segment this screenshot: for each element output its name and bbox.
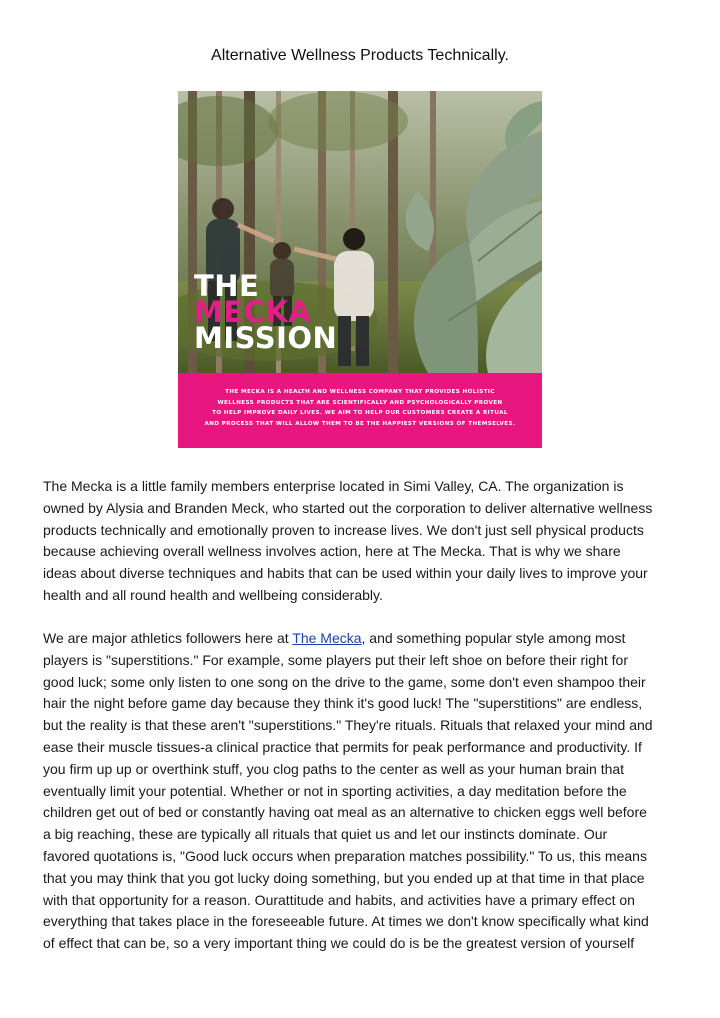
text-line: everything that takes place in the foreseeable future. At times we don't know specifically what kind xyxy=(43,913,649,930)
text-line-with-link xyxy=(43,628,683,650)
headline-mecka: MECKA xyxy=(194,295,312,329)
headline-the: THE xyxy=(194,269,260,303)
text-line: that you may think that you got lucky doing something, but you ended up at that time in that place xyxy=(43,869,645,886)
banner-line: THE MECKA IS A HEALTH AND WELLNESS COMPANY THAT PROVIDES HOLISTIC xyxy=(225,389,495,395)
mission-banner xyxy=(178,373,542,448)
text-line: ease their muscle tissues-a clinical practice that permits for peak performance and productivity. If xyxy=(43,738,642,755)
banner-line: AND PROCESS THAT WILL ALLOW THEM TO BE THE HAPPIEST VERSIONS OF THEMSELVES. xyxy=(204,420,516,427)
text-line: ideas about diverse techniques and habits that can be used within your daily lives to improve your xyxy=(43,565,648,582)
banner-line: TO HELP IMPROVE DAILY LIVES. WE AIM TO HELP OUR CUSTOMERS CREATE A RITUAL xyxy=(212,410,508,416)
text-line: players is "superstitions." For example, some players put their left shoe on before their right for xyxy=(43,651,628,668)
text-line: good luck; some only listen to one song on the drive to the game, some don't even shampoo their xyxy=(43,673,646,690)
text-after-link: , and something popular style among most xyxy=(361,630,626,646)
page-title: Alternative Wellness Products Technically. xyxy=(211,47,509,64)
text-line: because achieving overall wellness involves action, here at The Mecka. That is why we share xyxy=(43,543,621,560)
text-line: of effect that can be, so a very important thing we could do is be the greatest version of yourself xyxy=(43,935,635,952)
hero-headline xyxy=(194,269,338,355)
text-line: health and all round health and wellbeing considerably. xyxy=(43,586,383,603)
text-line: with that opportunity for a reason. Ourattitude and habits, and activities have a primary effect on xyxy=(43,891,635,908)
text-line: a big reaching, these are typically all rituals that quiet us and let our instincts dominate. Our xyxy=(43,826,608,843)
text-line: but the reality is that these aren't "superstitions." They're rituals. Rituals that relaxed your mind and xyxy=(43,717,653,734)
text-line: you firm up up or overthink stuff, you clog paths to the center as well as your human brain that xyxy=(43,760,625,777)
text-line: products technically and emotionally proven to increase lives. We don't just sell physical products xyxy=(43,521,644,538)
text-line: hair the night before game day because they think it's good luck! The "superstitions" are endless, xyxy=(43,695,643,712)
text-line: owned by Alysia and Branden Meck, who started out the corporation to deliver alternative wellness xyxy=(43,499,653,516)
hero-image xyxy=(178,91,542,448)
text-before-link: We are major athletics followers here at xyxy=(43,630,293,646)
banner-line: WELLNESS PRODUCTS THAT ARE SCIENTIFICALLY AND PSYCHOLOGICALLY PROVEN xyxy=(217,399,503,406)
text-line: children get out of bed or constantly having oat meal as an alternative to chicken eggs well before xyxy=(43,804,647,821)
text-line: eventually limit your potential. Whether or not in sporting activities, a day meditation before the xyxy=(43,782,627,799)
intro-paragraph xyxy=(43,476,683,607)
text-line: The Mecka is a little family members enterprise located in Simi Valley, CA. The organization is xyxy=(43,478,624,494)
headline-mission: MISSION xyxy=(194,321,338,355)
the-mecka-link[interactable]: The Mecka xyxy=(292,630,362,646)
text-line: favored quotations is, "Good luck occurs when preparation matches possibility." To us, this means xyxy=(43,847,647,864)
rituals-paragraph xyxy=(43,628,683,955)
